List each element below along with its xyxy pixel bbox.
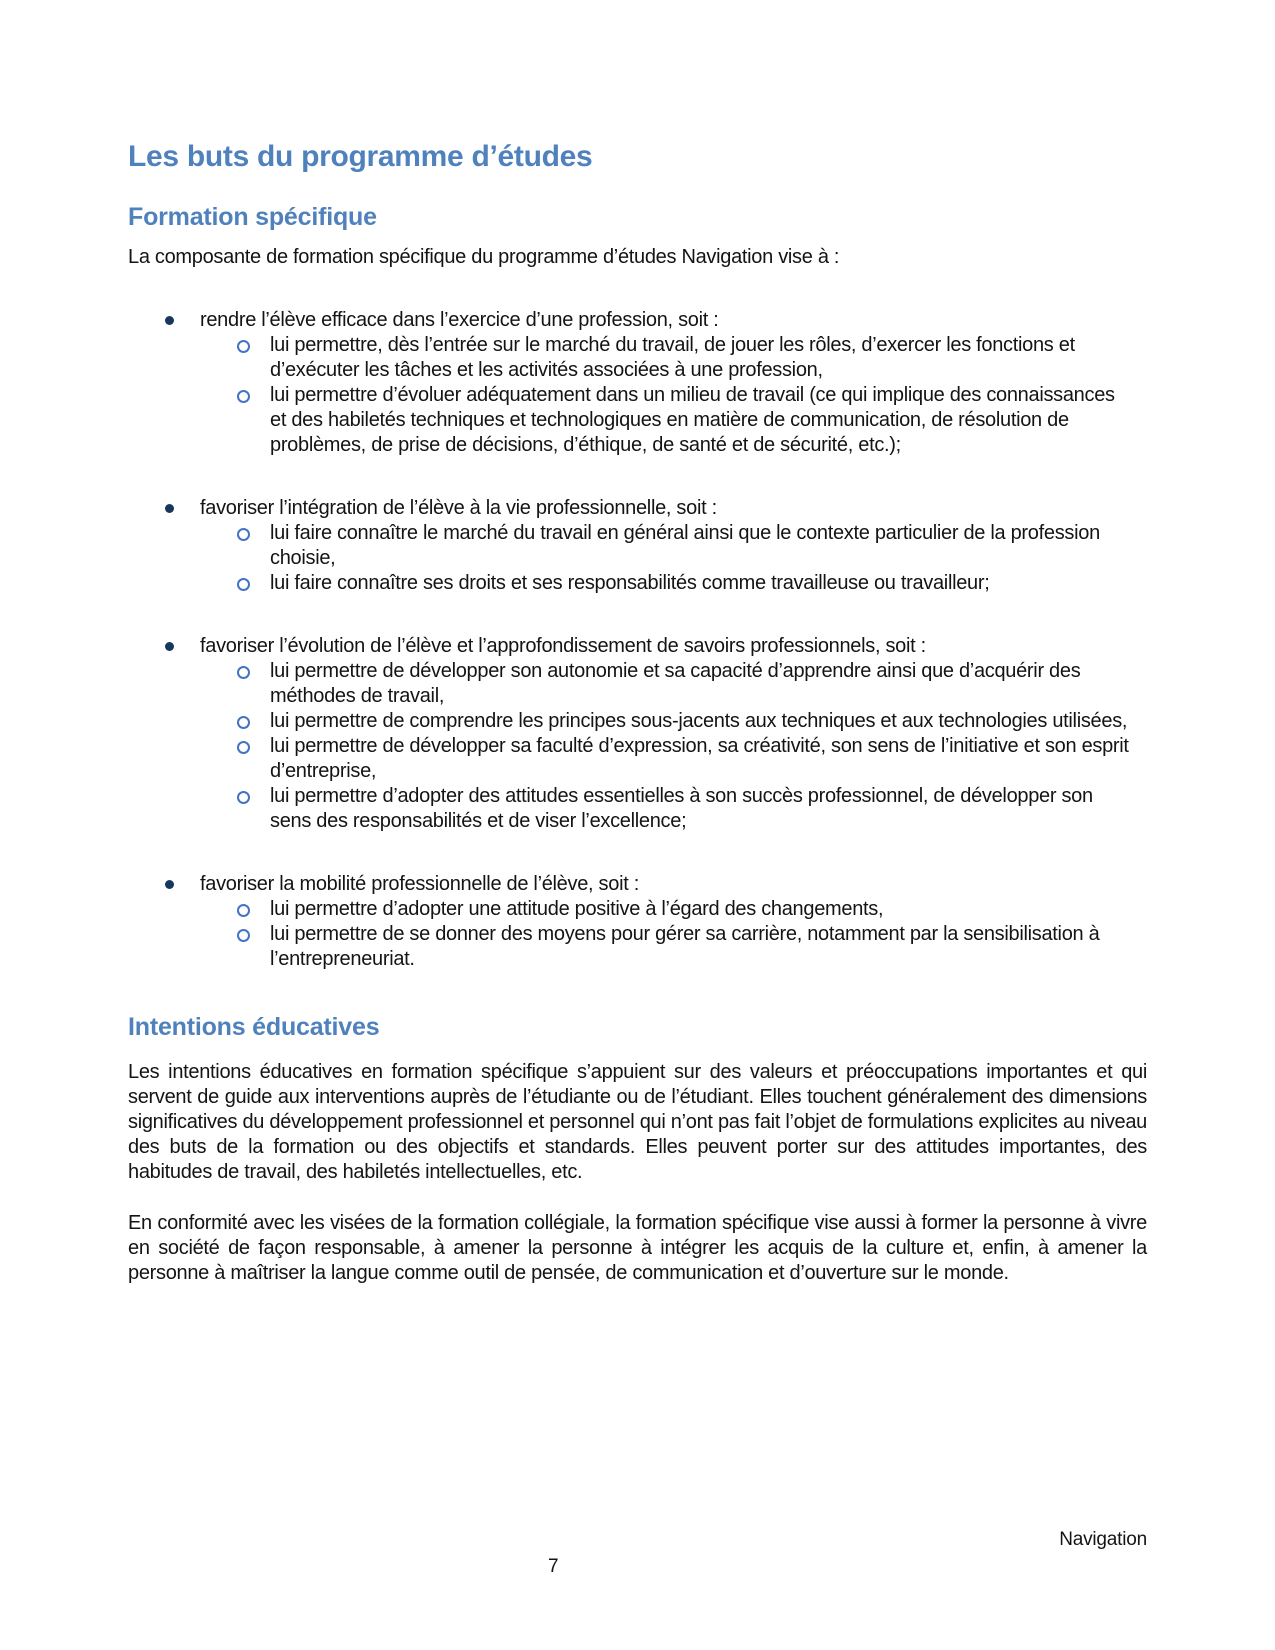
section-heading-formation: Formation spécifique <box>128 203 377 231</box>
bullet-text: favoriser l’intégration de l’élève à la vie professionnelle, soit : <box>200 497 717 519</box>
bullet-text: favoriser la mobilité professionnelle de l’élève, soit : <box>200 873 639 895</box>
sub-bullet-text: lui permettre d’adopter une attitude positive à l’égard des changements, <box>270 898 884 920</box>
bullet-circle-icon <box>237 528 250 541</box>
bullet-circle-icon <box>237 390 250 403</box>
sub-bullet-item <box>128 333 1130 383</box>
sub-bullet-item <box>128 734 1130 784</box>
intentions-paragraph: Les intentions éducatives en formation spécifique s’appuient sur des valeurs et préoccupations importantes et qui servent de guide aux interventions auprès de l’étudiante ou de l’étudiant. Elles touchent généralement des dimensions significatives du développement professionnel et personnel qui n’ont pas fait l’objet de formulations explicites au niveau des buts de la formation ou des objectifs et standards. Elles peuvent porter sur des attitudes importantes, des habitudes de travail, des habiletés intellectuelles, etc. <box>128 1061 1147 1183</box>
bullet-item <box>128 496 1147 521</box>
bullet-circle-icon <box>237 741 250 754</box>
sub-bullet-text: lui permettre de développer son autonomie et sa capacité d’apprendre ainsi que d’acquérir des méthodes de travail, <box>270 660 1081 707</box>
sub-bullet-text: lui faire connaître le marché du travail en général ainsi que le contexte particulier de la profession choisie, <box>270 522 1100 569</box>
sub-bullet-text: lui permettre d’évoluer adéquatement dans un milieu de travail (ce qui implique des connaissances et des habiletés techniques et technologiques en matière de communication, de résolution de problèmes, de prise de décisions, d’éthique, de santé et de sécurité, etc.); <box>270 384 1115 456</box>
sub-bullet-text: lui faire connaître ses droits et ses responsabilités comme travailleuse ou travailleur; <box>270 572 990 594</box>
intentions-paragraph: En conformité avec les visées de la formation collégiale, la formation spécifique vise aussi à former la personne à vivre en société de façon responsable, à amener la personne à intégrer les acquis de la culture et, enfin, à amener la personne à maîtriser la langue comme outil de pensée, de communication et d’ouverture sur le monde. <box>128 1212 1147 1284</box>
bullet-item <box>128 308 1147 333</box>
bullet-text: favoriser l’évolution de l’élève et l’approfondissement de savoirs professionnels, soit : <box>200 635 926 657</box>
sub-bullet-item <box>128 897 1130 922</box>
sub-bullet-item <box>128 922 1130 972</box>
sub-bullet-item <box>128 521 1130 571</box>
page-title: Les buts du programme d’études <box>128 140 593 173</box>
bullet-circle-icon <box>237 929 250 942</box>
bullet-group <box>128 634 1147 834</box>
sub-bullet-item <box>128 571 1130 596</box>
bullet-disc-icon <box>165 642 174 651</box>
sub-bullet-text: lui permettre d’adopter des attitudes essentielles à son succès professionnel, de développer son sens des responsabilités et de viser l’excellence; <box>270 785 1093 832</box>
bullet-disc-icon <box>165 880 174 889</box>
sub-bullet-text: lui permettre de se donner des moyens pour gérer sa carrière, notamment par la sensibilisation à l’entrepreneuriat. <box>270 923 1100 970</box>
footer-page-number: 7 <box>548 1556 559 1577</box>
intro-paragraph: La composante de formation spécifique du programme d’études Navigation vise à : <box>128 246 840 268</box>
sub-bullet-item <box>128 784 1130 834</box>
formation-goals-list <box>128 308 1147 972</box>
bullet-text: rendre l’élève efficace dans l’exercice d’une profession, soit : <box>200 309 719 331</box>
sub-bullet-text: lui permettre de développer sa faculté d’expression, sa créativité, son sens de l’initiative et son esprit d’entreprise, <box>270 735 1129 782</box>
intentions-paragraphs <box>128 1060 1147 1286</box>
bullet-group <box>128 872 1147 972</box>
bullet-group <box>128 496 1147 596</box>
bullet-disc-icon <box>165 316 174 325</box>
sub-bullet-text: lui permettre de comprendre les principes sous-jacents aux techniques et aux technologies utilisées, <box>270 710 1128 732</box>
bullet-circle-icon <box>237 716 250 729</box>
bullet-circle-icon <box>237 791 250 804</box>
bullet-circle-icon <box>237 904 250 917</box>
bullet-disc-icon <box>165 504 174 513</box>
bullet-group <box>128 308 1147 458</box>
bullet-item <box>128 872 1147 897</box>
sub-bullet-text: lui permettre, dès l’entrée sur le marché du travail, de jouer les rôles, d’exercer les fonctions et d’exécuter les tâches et les activités associées à une profession, <box>270 334 1075 381</box>
footer-running-title: Navigation <box>1059 1529 1147 1550</box>
bullet-circle-icon <box>237 666 250 679</box>
bullet-circle-icon <box>237 578 250 591</box>
document-content <box>128 0 1147 1286</box>
sub-bullet-item <box>128 659 1130 709</box>
sub-bullet-item <box>128 383 1130 458</box>
sub-bullet-item <box>128 709 1130 734</box>
bullet-item <box>128 634 1147 659</box>
section-heading-intentions: Intentions éducatives <box>128 1013 380 1041</box>
bullet-circle-icon <box>237 340 250 353</box>
